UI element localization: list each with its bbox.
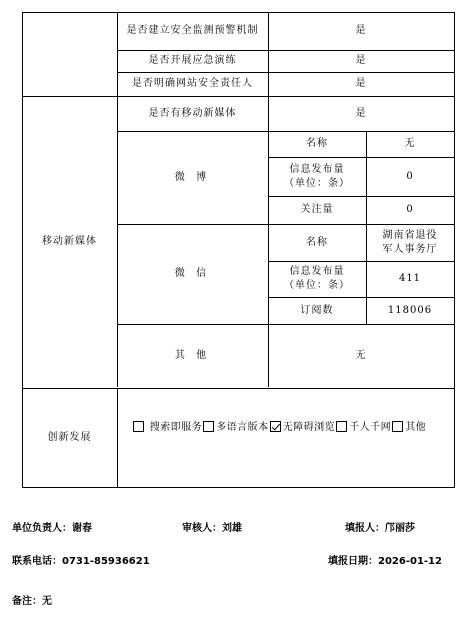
option-other[interactable]: 其他	[391, 421, 426, 435]
weibo-posts-value: 0	[406, 170, 414, 182]
wechat-sub-value: 118006	[387, 304, 433, 316]
reviewer: 审核人：刘雄	[182, 523, 242, 534]
option-accessibility[interactable]: 无障碍浏览	[269, 421, 336, 435]
wechat-posts-label: 信息发布量（单位：条）	[284, 266, 350, 291]
wechat-name-value: 湖南省退役军人事务厅	[382, 229, 438, 255]
drill-answer: 是	[355, 55, 367, 66]
other-media-label: 其 他	[174, 350, 211, 361]
media-section-label: 移动新媒体	[42, 236, 97, 247]
owner-question: 是否明确网站安全责任人	[132, 78, 253, 89]
filler: 填报人：邝丽莎	[345, 523, 415, 534]
checkbox-icon[interactable]	[203, 421, 214, 432]
drill-question: 是否开展应急演练	[148, 55, 237, 66]
innovation-options	[118, 388, 454, 468]
weibo-name-value: 无	[404, 138, 416, 149]
warning-answer: 是	[355, 25, 367, 36]
option-multilanguage[interactable]: 多语言版本	[202, 421, 269, 435]
contact-phone: 联系电话：0731-85936621	[12, 556, 150, 567]
fill-date: 填报日期：2026-01-12	[328, 556, 442, 567]
wechat-name-label: 名称	[306, 236, 328, 248]
has-media-question: 是否有移动新媒体	[148, 107, 237, 119]
wechat-posts-value: 411	[398, 273, 422, 284]
warning-question: 是否建立安全监测预警机制	[126, 25, 259, 36]
wechat-label: 微 信	[174, 268, 211, 279]
checkbox-icon[interactable]	[392, 421, 403, 432]
weibo-follow-label: 关注量	[300, 204, 334, 215]
weibo-label: 微 博	[174, 171, 211, 183]
other-media-value: 无	[355, 350, 367, 361]
innovation-section-label: 创新发展	[47, 431, 92, 443]
checkbox-icon[interactable]	[336, 421, 347, 432]
owner-answer: 是	[355, 78, 367, 89]
has-media-answer: 是	[355, 107, 367, 119]
option-personalized[interactable]: 千人千网	[335, 421, 391, 435]
weibo-follow-value: 0	[406, 204, 414, 215]
remark: 备注：无	[12, 596, 52, 607]
checkbox-icon[interactable]	[133, 421, 144, 432]
weibo-name-label: 名称	[306, 138, 328, 149]
option-search-service[interactable]: 搜索即服务	[132, 421, 202, 435]
wechat-sub-label: 订阅数	[300, 304, 334, 316]
weibo-posts-label: 信息发布量（单位：条）	[284, 163, 350, 189]
checked-checkbox-icon[interactable]	[270, 421, 281, 432]
unit-head: 单位负责人：谢春	[12, 523, 92, 534]
